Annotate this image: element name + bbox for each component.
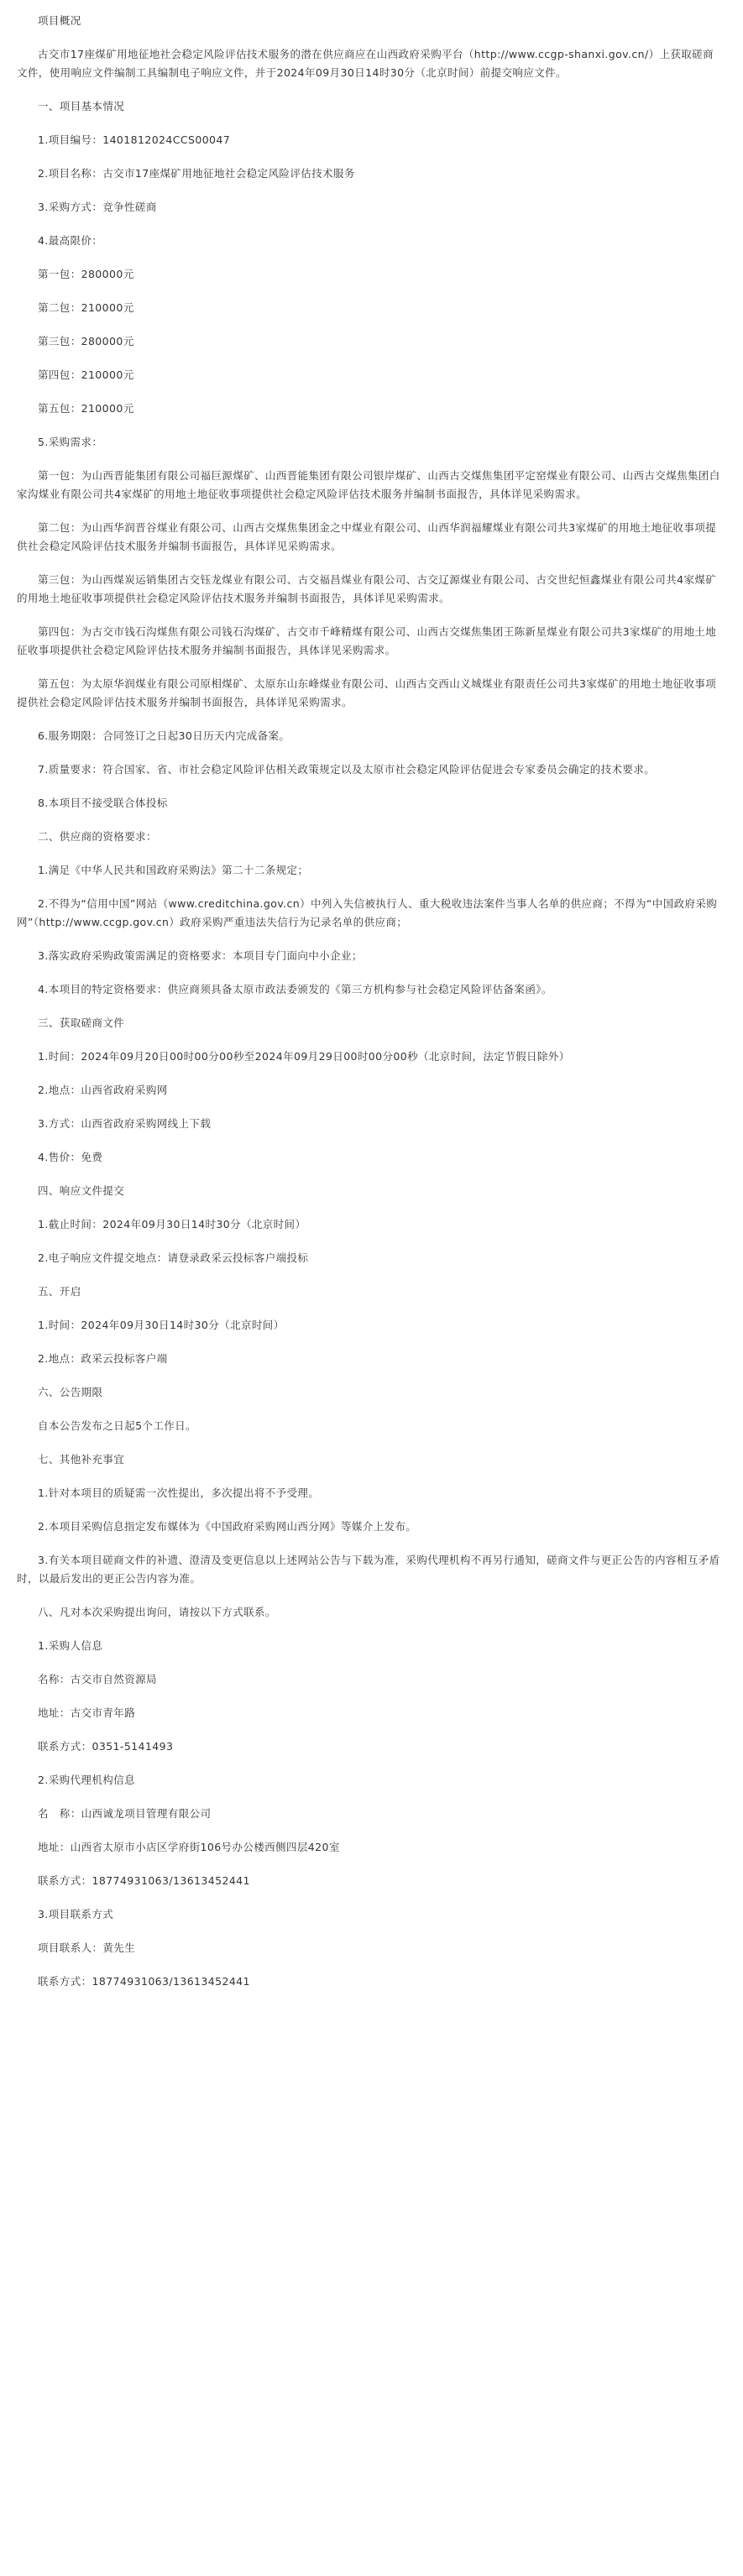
heading-project-overview: 项目概况 <box>38 14 81 27</box>
project-contact-phone: 联系方式：18774931063/13613452441 <box>38 1975 250 1988</box>
heading-basic-info: 一、项目基本情况 <box>38 100 125 112</box>
project-contact-heading: 3.项目联系方式 <box>38 1908 114 1920</box>
project-number: 1.项目编号：1401812024CCS00047 <box>38 133 231 146</box>
lot-2-requirement: 第二包：为山西华润晋谷煤业有限公司、山西古交煤焦集团金之中煤业有限公司、山西华润福耀煤业有限公司共3家煤矿的用地土地征收事项提供社会稳定风险评估技术服务并编制书面报告，具体详见采购需求。 <box>17 521 717 552</box>
heading-contact: 八、凡对本次采购提出询问，请按以下方式联系。 <box>38 1606 276 1618</box>
no-consortium: 8.本项目不接受联合体投标 <box>38 797 168 809</box>
qualification-2: 2.不得为“信用中国”网站（www.creditchina.gov.cn）中列入失信被执行人、重大税收违法案件当事人名单的供应商；不得为“中国政府采购网”（http://www.ccgp.gov.cn）政府采购严重违法失信行为记录名单的供应商； <box>17 897 718 928</box>
other-1: 1.针对本项目的质疑需一次性提出，多次提出将不予受理。 <box>38 1487 320 1499</box>
obtain-price: 4.售价：免费 <box>38 1151 103 1163</box>
lot-3-price: 第三包：280000元 <box>38 335 134 347</box>
other-2: 2.本项目采购信息指定发布媒体为《中国政府采购网山西分网》等媒介上发布。 <box>38 1520 417 1533</box>
project-contact-person: 项目联系人：黄先生 <box>38 1941 136 1954</box>
qualification-3: 3.落实政府采购政策需满足的资格要求：本项目专门面向中小企业； <box>38 949 363 962</box>
project-name: 2.项目名称：古交市17座煤矿用地征地社会稳定风险评估技术服务 <box>38 167 355 180</box>
lot-1-requirement: 第一包：为山西晋能集团有限公司福巨源煤矿、山西晋能集团有限公司银岸煤矿、山西古交煤焦集团平定窑煤业有限公司、山西古交煤焦集团白家沟煤业有限公司共4家煤矿的用地土地征收事项提供社会稳定风险评估技术服务并编制书面报告，具体详见采购需求。 <box>17 469 720 500</box>
lot-4-requirement: 第四包：为古交市钱石沟煤焦有限公司钱石沟煤矿、古交市千峰精煤有限公司、山西古交煤焦集团王陈新星煤业有限公司共3家煤矿的用地土地征收事项提供社会稳定风险评估技术服务并编制书面报告，具体详见采购需求。 <box>17 625 717 656</box>
heading-other: 七、其他补充事宜 <box>38 1453 125 1466</box>
submission-place: 2.电子响应文件提交地点：请登录政采云投标客户端投标 <box>38 1251 309 1264</box>
obtain-time: 1.时间：2024年09月20日00时00分00秒至2024年09月29日00时00分00秒（北京时间，法定节假日除外） <box>38 1050 570 1063</box>
heading-notice-period: 六、公告期限 <box>38 1386 103 1398</box>
lot-2-price: 第二包：210000元 <box>38 301 134 314</box>
heading-opening: 五、开启 <box>38 1285 81 1298</box>
notice-period: 自本公告发布之日起5个工作日。 <box>38 1419 196 1432</box>
heading-qualifications: 二、供应商的资格要求： <box>38 830 157 843</box>
other-3: 3.有关本项目磋商文件的补遗、澄清及变更信息以上述网站公告与下载为准，采购代理机构不再另行通知，磋商文件与更正公告的内容相互矛盾时，以最后发出的更正公告内容为准。 <box>17 1554 720 1585</box>
requirements-label: 5.采购需求： <box>38 436 103 448</box>
purchaser-phone: 联系方式：0351-5141493 <box>38 1740 174 1753</box>
overview-text: 古交市17座煤矿用地征地社会稳定风险评估技术服务的潜在供应商应在山西政府采购平台（http://www.ccgp-shanxi.gov.cn/）上获取磋商文件，使用响应文件编制工具编制电子响应文件，并于2024年09月30日14时30分（北京时间）前提交响应文件。 <box>17 48 714 79</box>
purchaser-heading: 1.采购人信息 <box>38 1639 103 1652</box>
lot-5-price: 第五包：210000元 <box>38 402 134 415</box>
quality-requirement: 7.质量要求：符合国家、省、市社会稳定风险评估相关政策规定以及太原市社会稳定风险评估促进会专家委员会确定的技术要求。 <box>38 763 656 776</box>
max-price-label: 4.最高限价： <box>38 234 103 247</box>
opening-place: 2.地点：政采云投标客户端 <box>38 1352 168 1365</box>
lot-1-price: 第一包：280000元 <box>38 268 134 280</box>
heading-obtain-docs: 三、获取磋商文件 <box>38 1016 125 1029</box>
submission-deadline: 1.截止时间：2024年09月30日14时30分（北京时间） <box>38 1218 306 1231</box>
agency-name: 名 称：山西诚龙项目管理有限公司 <box>38 1807 212 1820</box>
lot-4-price: 第四包：210000元 <box>38 368 134 381</box>
qualification-1: 1.满足《中华人民共和国政府采购法》第二十二条规定； <box>38 864 309 876</box>
heading-submission: 四、响应文件提交 <box>38 1184 125 1197</box>
qualification-4: 4.本项目的特定资格要求：供应商须具备太原市政法委颁发的《第三方机构参与社会稳定风险评估备案函》。 <box>38 983 552 995</box>
agency-heading: 2.采购代理机构信息 <box>38 1774 135 1786</box>
agency-address: 地址：山西省太原市小店区学府街106号办公楼西侧四层420室 <box>38 1841 340 1853</box>
lot-3-requirement: 第三包：为山西煤炭运销集团古交钰龙煤业有限公司、古交福昌煤业有限公司、古交辽源煤业有限公司、古交世纪恒鑫煤业有限公司共4家煤矿的用地土地征收事项提供社会稳定风险评估技术服务并编制书面报告，具体详见采购需求。 <box>17 573 717 604</box>
obtain-place: 2.地点：山西省政府采购网 <box>38 1084 168 1096</box>
opening-time: 1.时间：2024年09月30日14时30分（北京时间） <box>38 1319 285 1331</box>
purchaser-address: 地址：古交市青年路 <box>38 1706 136 1719</box>
lot-5-requirement: 第五包：为太原华润煤业有限公司原相煤矿、太原东山东峰煤业有限公司、山西古交西山义城煤业有限责任公司共3家煤矿的用地土地征收事项提供社会稳定风险评估技术服务并编制书面报告，具体详见采购需求。 <box>17 677 717 708</box>
agency-phone: 联系方式：18774931063/13613452441 <box>38 1874 250 1887</box>
service-period: 6.服务期限：合同签订之日起30日历天内完成备案。 <box>38 729 290 742</box>
purchaser-name: 名称：古交市自然资源局 <box>38 1673 157 1685</box>
obtain-method: 3.方式：山西省政府采购网线上下载 <box>38 1117 212 1130</box>
procurement-method: 3.采购方式：竞争性磋商 <box>38 201 157 213</box>
